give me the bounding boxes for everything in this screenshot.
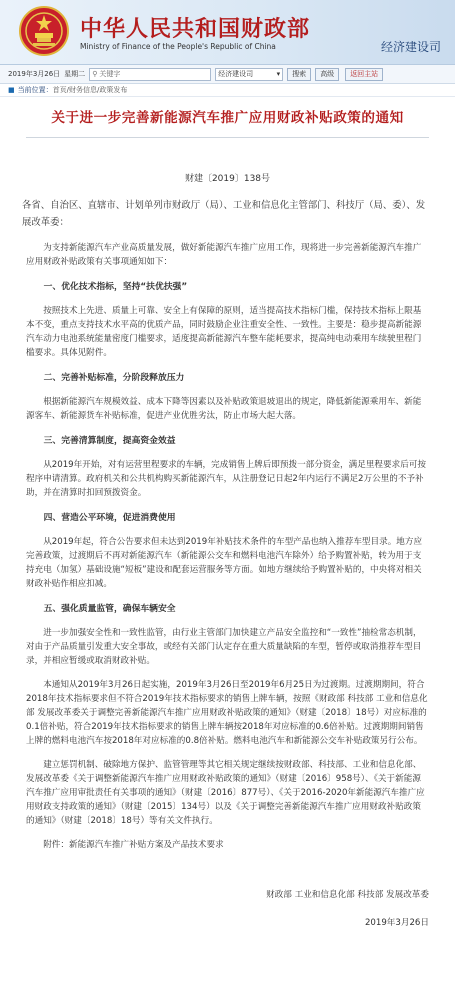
search-button[interactable]: 搜索 — [287, 68, 311, 81]
intro-paragraph: 为支持新能源汽车产业高质量发展，做好新能源汽车推广应用工作，现将进一步完善新能源汽车推广应用财政补贴政策有关事项通知如下： — [26, 243, 422, 267]
section-heading: 五、强化质量监管，确保车辆安全 — [43, 604, 176, 614]
section-heading: 四、营造公平环境，促进消费使用 — [43, 513, 176, 523]
title-divider — [26, 137, 429, 138]
breadcrumb-path[interactable]: 首页/财务信息/政策发布 — [52, 86, 128, 94]
section-heading: 一、优化技术指标，坚持“扶优扶强” — [43, 282, 188, 292]
transition-paragraph: 本通知从2019年3月26日起实施，2019年3月26日至2019年6月25日为过渡期。过渡期期间，符合2018年技术指标要求但不符合2019年技术指标要求的销售上牌车辆，按照《财政部 科技部 工业和信息化部 发展改革委关于调整完善新能源汽车推广应用财政补贴政策的通知》（财建〔2018〕18号）对应标准的0.1倍补贴，符合2019年技术指标要求的销售上牌车辆按2018年对应标准的0.6倍补贴。过渡期期间销售上牌的燃料电池汽车按2018年对应标准的0.8倍补贴。燃料电池汽车和新能源公交车补贴政策另行公布。 — [26, 680, 428, 746]
search-icon: ⚲ — [92, 70, 98, 78]
location-icon: ■ — [8, 86, 15, 94]
current-date: 2019年3月26日 — [8, 70, 61, 78]
section-body: 按照技术上先进、质量上可靠、安全上有保障的原则，适当提高技术指标门槛，保持技术指标上限基本不变，重点支持技术水平高的优质产品，同时鼓励企业注重安全性、一致性。主要是：稳步提高新能源汽车动力电池系统能量密度门槛要求，适度提高新能源汽车整车能耗要求，提高纯电动乘用车续驶里程门槛要求。具体见附件。 — [26, 306, 422, 358]
sub-site-name[interactable]: 经济建设司 — [380, 40, 441, 54]
signatories: 财政部 工业和信息化部 科技部 发展改革委 — [266, 890, 429, 900]
section-body: 进一步加强安全性和一致性监管，由行业主管部门加快建立产品安全监控和“一致性”抽检常态机制，对由于产品质量引发重大安全事故，或经有关部门认定存在重大质量缺陷的车型，暂停或取消推荐车型目录，并相应暂缓或取消财政补贴。 — [26, 628, 422, 666]
breadcrumb — [0, 84, 455, 97]
page-title: 关于进一步完善新能源汽车推广应用财政补贴政策的通知 — [51, 110, 404, 126]
national-emblem-icon — [19, 6, 69, 56]
scope-selected-value: 经济建设司 — [218, 70, 254, 78]
section-heading: 三、完善清算制度，提高资金效益 — [43, 436, 176, 446]
search-placeholder: 关键字 — [99, 70, 121, 78]
site-header — [0, 0, 455, 65]
attachment-line[interactable]: 附件：新能源汽车推广补贴方案及产品技术要求 — [43, 840, 224, 850]
issue-date: 2019年3月26日 — [364, 918, 429, 928]
penalties-paragraph: 建立惩罚机制、破除地方保护、监管管理等其它相关规定继续按财政部、科技部、工业和信息化部、发展改革委《关于调整新能源汽车推广应用财政补贴政策的通知》（财建〔2016〕958号）、《关于新能源汽车推广应用审批责任有关事项的通知》（财建〔2016〕877号）、《关于2016-2020年新能源汽车推广应用财政支持政策的通知》（财建〔2015〕134号）以及《关于调整完善新能源汽车推广应用财政补贴政策的通知》（财建〔2018〕18号）等有关文件执行。 — [26, 760, 425, 826]
section-heading: 二、完善补贴标准，分阶段释放压力 — [43, 373, 185, 383]
section-body: 从2019年开始，对有运营里程要求的车辆，完成销售上牌后即预拨一部分资金，满足里程要求后可按程序申请清算。政府机关和公共机构购买新能源汽车，从注册登记日起2年内运行不满足2万公里的不予补助，并在清算时扣回预拨资金。 — [26, 460, 426, 498]
search-input[interactable] — [89, 68, 211, 81]
home-button[interactable]: 返回主站 — [345, 68, 383, 81]
section-body: 从2019年起，符合公告要求但未达到2019年补贴技术条件的车型产品也纳入推荐车型目录。地方应完善政策，过渡期后不再对新能源汽车（新能源公交车和燃料电池汽车除外）给予购置补贴，转为用于支持充电（加氢）基础设施“短板”建设和配套运营服务等方面。如地方继续给予购置补贴的，中央将对相关财政补贴作相应扣减。 — [26, 537, 423, 589]
site-title: 中华人民共和国财政部 — [80, 17, 311, 42]
article-content — [0, 111, 455, 930]
breadcrumb-label: 当前位置： — [17, 86, 53, 94]
site-title-en: Ministry of Finance of the People's Republic of China — [80, 42, 276, 51]
section-body: 根据新能源汽车规模效益、成本下降等因素以及补贴政策退坡退出的规定，降低新能源乘用车、新能源客车、新能源货车补贴标准，促进产业优胜劣汰，防止市场大起大落。 — [26, 397, 422, 421]
addressees: 各省、自治区、直辖市、计划单列市财政厅（局）、工业和信息化主管部门、科技厅（局、委）、发展改革委： — [22, 200, 426, 228]
current-weekday: 星期二 — [64, 70, 86, 78]
chevron-down-icon: ▾ — [276, 70, 281, 78]
scope-select[interactable] — [215, 68, 283, 81]
toolbar — [0, 65, 455, 84]
document-number: 财建〔2019〕138号 — [184, 174, 271, 184]
advanced-search-button[interactable]: 高级 — [315, 68, 339, 81]
